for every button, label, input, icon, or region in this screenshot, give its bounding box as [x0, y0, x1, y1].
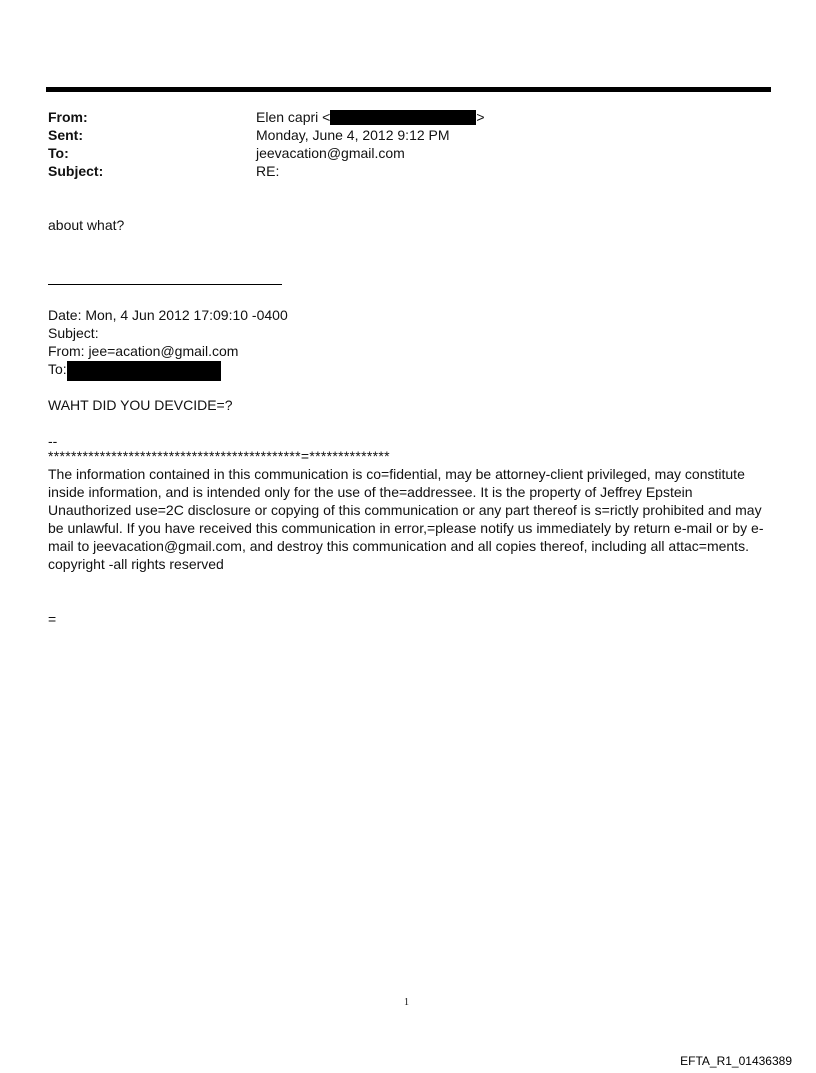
to-value: jeevacation@gmail.com: [256, 145, 405, 161]
subject-label: Subject:: [48, 163, 104, 179]
quote-separator: [48, 284, 282, 285]
page-number: 1: [404, 997, 409, 1008]
quoted-message: WAHT DID YOU DEVCIDE=?: [48, 397, 233, 413]
quoted-to: To:: [48, 361, 67, 377]
signature-stars: ********************************************=**************: [48, 448, 390, 464]
subject-value: RE:: [256, 163, 280, 179]
header-rule: [46, 87, 771, 92]
from-value: [256, 108, 485, 126]
from-label: From:: [48, 109, 88, 125]
redacted-recipient: [67, 361, 221, 381]
from-name: Elen capri <: [256, 109, 331, 125]
signature-dashes: --: [48, 433, 58, 449]
quoted-subject: Subject:: [48, 325, 99, 341]
quoted-from: From: jee=acation@gmail.com: [48, 343, 239, 359]
sent-value: Monday, June 4, 2012 9:12 PM: [256, 127, 450, 143]
document-id: EFTA_R1_01436389: [680, 1054, 792, 1068]
redacted-email: [330, 110, 476, 125]
trailing-equals: =: [48, 611, 57, 627]
to-label: To:: [48, 145, 69, 161]
from-value-close: >: [476, 109, 485, 125]
reply-text: about what?: [48, 217, 125, 233]
quoted-date: Date: Mon, 4 Jun 2012 17:09:10 -0400: [48, 307, 288, 323]
confidentiality-disclaimer: The information contained in this communication is co=fidential, may be attorney-client privileged, may constitute inside information, and is intended only for the use of the=addressee. It is the property of Jeffrey Epstein Unauthorized use=2C disclosure or copying of this communication or any part thereof is s=rictly prohibited and may be unlawful. If you have received this communication in error,=please notify us immediately by return e-mail or by e-mail to jeevacation@gmail.com, and destroy this communication and all copies thereof, including all attac=ments. copyright -all rights reserved: [48, 466, 764, 572]
sent-label: Sent:: [48, 127, 83, 143]
